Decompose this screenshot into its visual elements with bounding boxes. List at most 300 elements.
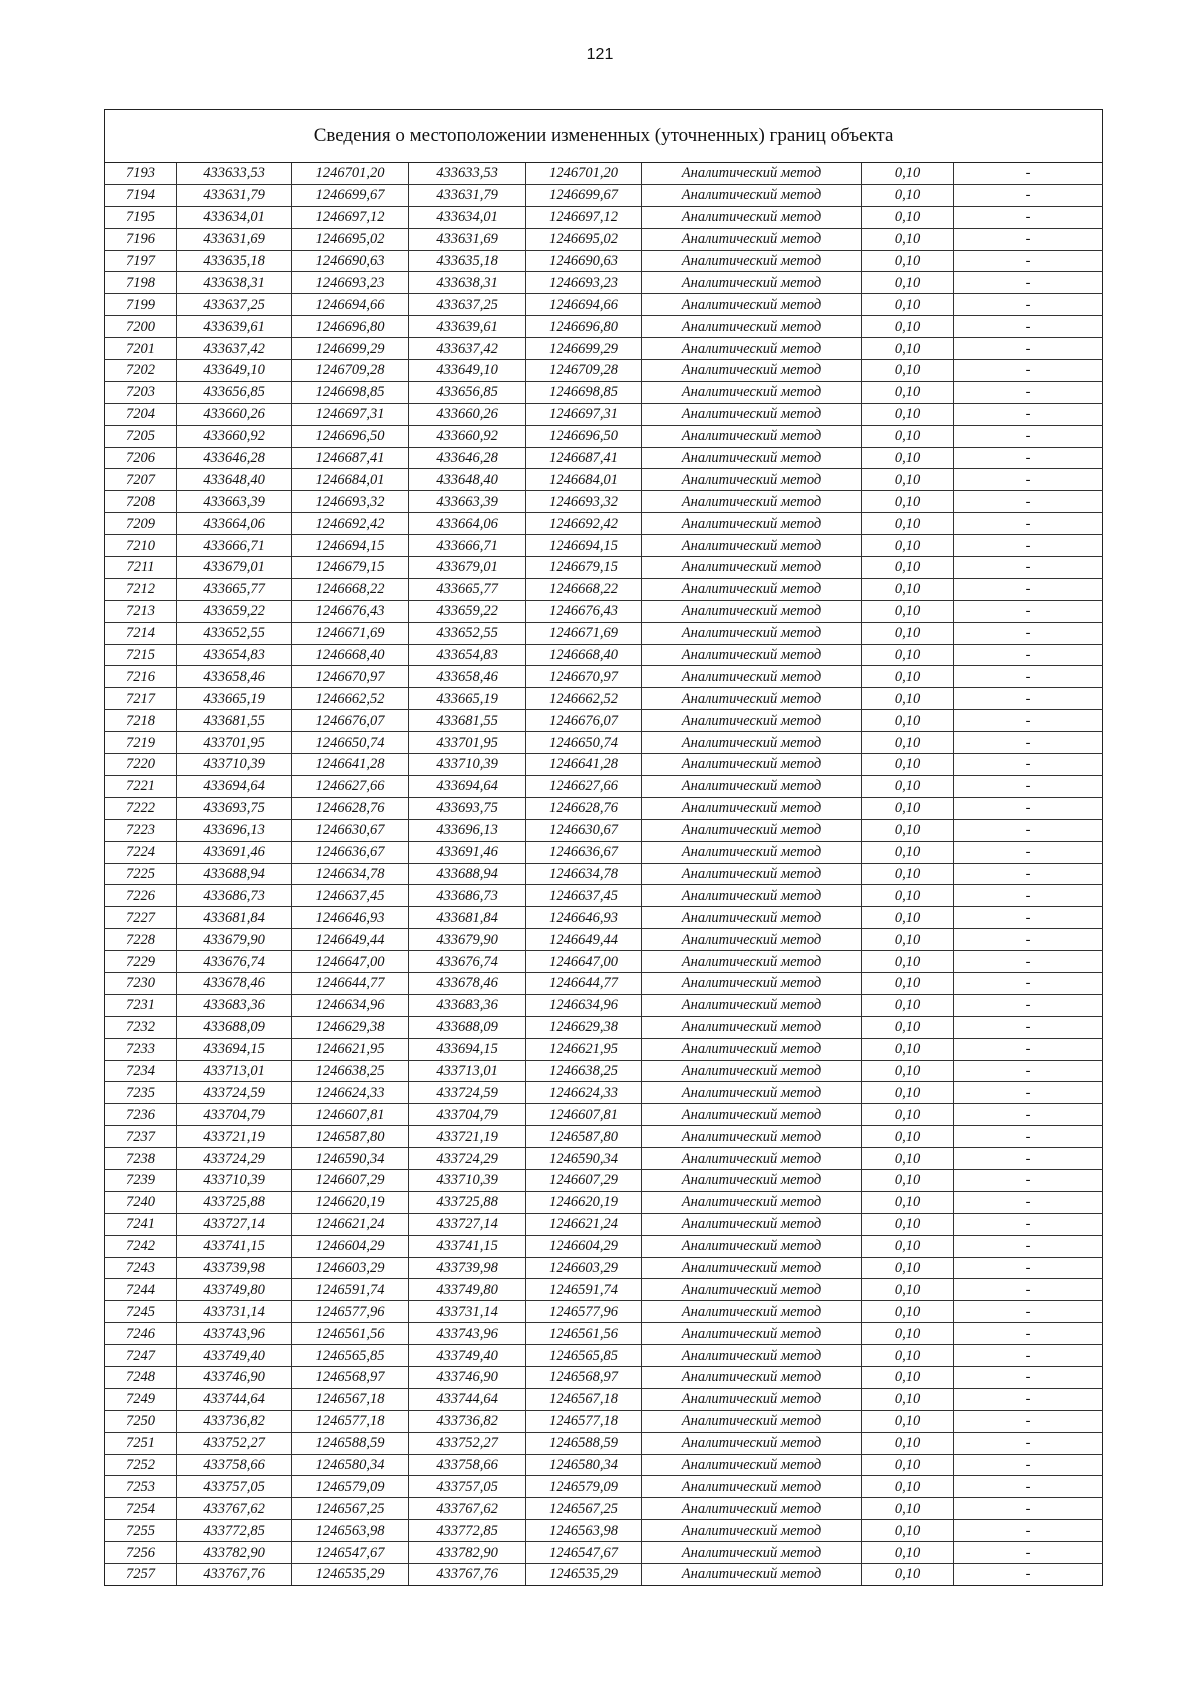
- method-cell: Аналитический метод: [642, 294, 862, 316]
- old-x-cell: 433688,09: [177, 1016, 292, 1038]
- old-x-cell: 433637,25: [177, 294, 292, 316]
- note-cell: -: [954, 885, 1103, 907]
- point-number-cell: 7252: [105, 1454, 177, 1476]
- new-y-cell: 1246638,25: [526, 1060, 642, 1082]
- method-cell: Аналитический метод: [642, 1323, 862, 1345]
- new-x-cell: 433739,98: [409, 1257, 526, 1279]
- point-number-cell: 7201: [105, 338, 177, 360]
- new-x-cell: 433666,71: [409, 535, 526, 557]
- new-y-cell: 1246620,19: [526, 1191, 642, 1213]
- new-x-cell: 433652,55: [409, 622, 526, 644]
- old-y-cell: 1246709,28: [292, 360, 409, 382]
- precision-cell: 0,10: [862, 972, 954, 994]
- table-row: [105, 907, 1103, 929]
- table-row: [105, 1148, 1103, 1170]
- note-cell: -: [954, 557, 1103, 579]
- new-y-cell: 1246636,67: [526, 841, 642, 863]
- point-number-cell: 7218: [105, 710, 177, 732]
- precision-cell: 0,10: [862, 1016, 954, 1038]
- point-number-cell: 7205: [105, 425, 177, 447]
- old-y-cell: 1246630,67: [292, 819, 409, 841]
- old-x-cell: 433713,01: [177, 1060, 292, 1082]
- new-x-cell: 433631,69: [409, 228, 526, 250]
- table-row: [105, 381, 1103, 403]
- old-y-cell: 1246693,32: [292, 491, 409, 513]
- new-x-cell: 433772,85: [409, 1520, 526, 1542]
- old-x-cell: 433767,76: [177, 1564, 292, 1586]
- table-row: [105, 929, 1103, 951]
- old-x-cell: 433721,19: [177, 1126, 292, 1148]
- old-x-cell: 433772,85: [177, 1520, 292, 1542]
- method-cell: Аналитический метод: [642, 994, 862, 1016]
- method-cell: Аналитический метод: [642, 885, 862, 907]
- precision-cell: 0,10: [862, 491, 954, 513]
- old-y-cell: 1246591,74: [292, 1279, 409, 1301]
- table-row: [105, 250, 1103, 272]
- point-number-cell: 7235: [105, 1082, 177, 1104]
- old-x-cell: 433743,96: [177, 1323, 292, 1345]
- old-y-cell: 1246580,34: [292, 1454, 409, 1476]
- table-row: [105, 403, 1103, 425]
- new-x-cell: 433691,46: [409, 841, 526, 863]
- point-number-cell: 7225: [105, 863, 177, 885]
- new-x-cell: 433678,46: [409, 972, 526, 994]
- old-y-cell: 1246607,81: [292, 1104, 409, 1126]
- new-y-cell: 1246621,24: [526, 1213, 642, 1235]
- point-number-cell: 7226: [105, 885, 177, 907]
- precision-cell: 0,10: [862, 360, 954, 382]
- old-x-cell: 433694,64: [177, 775, 292, 797]
- new-y-cell: 1246587,80: [526, 1126, 642, 1148]
- method-cell: Аналитический метод: [642, 381, 862, 403]
- note-cell: -: [954, 316, 1103, 338]
- method-cell: Аналитический метод: [642, 513, 862, 535]
- precision-cell: 0,10: [862, 272, 954, 294]
- old-x-cell: 433678,46: [177, 972, 292, 994]
- note-cell: -: [954, 447, 1103, 469]
- old-y-cell: 1246563,98: [292, 1520, 409, 1542]
- old-x-cell: 433686,73: [177, 885, 292, 907]
- point-number-cell: 7245: [105, 1301, 177, 1323]
- new-y-cell: 1246696,50: [526, 425, 642, 447]
- method-cell: Аналитический метод: [642, 1564, 862, 1586]
- method-cell: Аналитический метод: [642, 1169, 862, 1191]
- table-row: [105, 994, 1103, 1016]
- point-number-cell: 7242: [105, 1235, 177, 1257]
- old-x-cell: 433681,84: [177, 907, 292, 929]
- new-y-cell: 1246649,44: [526, 929, 642, 951]
- old-y-cell: 1246676,43: [292, 600, 409, 622]
- old-y-cell: 1246638,25: [292, 1060, 409, 1082]
- new-y-cell: 1246624,33: [526, 1082, 642, 1104]
- new-y-cell: 1246670,97: [526, 666, 642, 688]
- method-cell: Аналитический метод: [642, 1126, 862, 1148]
- table-row: [105, 513, 1103, 535]
- old-x-cell: 433658,46: [177, 666, 292, 688]
- method-cell: Аналитический метод: [642, 1148, 862, 1170]
- table-row: [105, 1191, 1103, 1213]
- table-row: [105, 1082, 1103, 1104]
- note-cell: -: [954, 1104, 1103, 1126]
- table-row: [105, 863, 1103, 885]
- old-y-cell: 1246641,28: [292, 754, 409, 776]
- note-cell: -: [954, 1235, 1103, 1257]
- new-x-cell: 433688,94: [409, 863, 526, 885]
- old-x-cell: 433758,66: [177, 1454, 292, 1476]
- old-y-cell: 1246577,96: [292, 1301, 409, 1323]
- note-cell: -: [954, 972, 1103, 994]
- note-cell: -: [954, 1476, 1103, 1498]
- new-x-cell: 433710,39: [409, 754, 526, 776]
- method-cell: Аналитический метод: [642, 644, 862, 666]
- new-x-cell: 433731,14: [409, 1301, 526, 1323]
- method-cell: Аналитический метод: [642, 797, 862, 819]
- note-cell: -: [954, 710, 1103, 732]
- point-number-cell: 7249: [105, 1388, 177, 1410]
- table-row: [105, 491, 1103, 513]
- point-number-cell: 7197: [105, 250, 177, 272]
- old-y-cell: 1246696,80: [292, 316, 409, 338]
- precision-cell: 0,10: [862, 600, 954, 622]
- method-cell: Аналитический метод: [642, 360, 862, 382]
- note-cell: -: [954, 1213, 1103, 1235]
- precision-cell: 0,10: [862, 469, 954, 491]
- new-y-cell: 1246662,52: [526, 688, 642, 710]
- note-cell: -: [954, 732, 1103, 754]
- old-y-cell: 1246588,59: [292, 1432, 409, 1454]
- new-y-cell: 1246604,29: [526, 1235, 642, 1257]
- precision-cell: 0,10: [862, 994, 954, 1016]
- point-number-cell: 7247: [105, 1345, 177, 1367]
- new-x-cell: 433681,84: [409, 907, 526, 929]
- old-y-cell: 1246684,01: [292, 469, 409, 491]
- note-cell: -: [954, 754, 1103, 776]
- table-row: [105, 360, 1103, 382]
- point-number-cell: 7238: [105, 1148, 177, 1170]
- new-y-cell: 1246634,96: [526, 994, 642, 1016]
- note-cell: -: [954, 1432, 1103, 1454]
- point-number-cell: 7213: [105, 600, 177, 622]
- new-x-cell: 433631,79: [409, 184, 526, 206]
- new-y-cell: 1246637,45: [526, 885, 642, 907]
- old-y-cell: 1246634,78: [292, 863, 409, 885]
- precision-cell: 0,10: [862, 1520, 954, 1542]
- point-number-cell: 7214: [105, 622, 177, 644]
- new-y-cell: 1246567,18: [526, 1388, 642, 1410]
- method-cell: Аналитический метод: [642, 425, 862, 447]
- table-row: [105, 797, 1103, 819]
- precision-cell: 0,10: [862, 1323, 954, 1345]
- table-row: [105, 1542, 1103, 1564]
- new-y-cell: 1246628,76: [526, 797, 642, 819]
- note-cell: -: [954, 1520, 1103, 1542]
- table-row: [105, 666, 1103, 688]
- table-row: [105, 1279, 1103, 1301]
- point-number-cell: 7228: [105, 929, 177, 951]
- new-y-cell: 1246577,18: [526, 1410, 642, 1432]
- new-x-cell: 433746,90: [409, 1366, 526, 1388]
- point-number-cell: 7200: [105, 316, 177, 338]
- table-row: [105, 316, 1103, 338]
- method-cell: Аналитический метод: [642, 907, 862, 929]
- point-number-cell: 7250: [105, 1410, 177, 1432]
- note-cell: -: [954, 622, 1103, 644]
- point-number-cell: 7253: [105, 1476, 177, 1498]
- old-x-cell: 433639,61: [177, 316, 292, 338]
- point-number-cell: 7202: [105, 360, 177, 382]
- old-y-cell: 1246604,29: [292, 1235, 409, 1257]
- method-cell: Аналитический метод: [642, 863, 862, 885]
- precision-cell: 0,10: [862, 1082, 954, 1104]
- new-y-cell: 1246650,74: [526, 732, 642, 754]
- old-x-cell: 433683,36: [177, 994, 292, 1016]
- method-cell: Аналитический метод: [642, 1520, 862, 1542]
- point-number-cell: 7251: [105, 1432, 177, 1454]
- precision-cell: 0,10: [862, 1038, 954, 1060]
- precision-cell: 0,10: [862, 316, 954, 338]
- new-x-cell: 433654,83: [409, 644, 526, 666]
- old-x-cell: 433679,01: [177, 557, 292, 579]
- new-y-cell: 1246646,93: [526, 907, 642, 929]
- new-x-cell: 433664,06: [409, 513, 526, 535]
- old-y-cell: 1246690,63: [292, 250, 409, 272]
- old-x-cell: 433782,90: [177, 1542, 292, 1564]
- point-number-cell: 7194: [105, 184, 177, 206]
- precision-cell: 0,10: [862, 206, 954, 228]
- new-x-cell: 433665,19: [409, 688, 526, 710]
- new-y-cell: 1246696,80: [526, 316, 642, 338]
- new-y-cell: 1246634,78: [526, 863, 642, 885]
- note-cell: -: [954, 1038, 1103, 1060]
- point-number-cell: 7243: [105, 1257, 177, 1279]
- old-y-cell: 1246535,29: [292, 1564, 409, 1586]
- table-row: [105, 732, 1103, 754]
- new-y-cell: 1246568,97: [526, 1366, 642, 1388]
- precision-cell: 0,10: [862, 819, 954, 841]
- note-cell: -: [954, 1257, 1103, 1279]
- method-cell: Аналитический метод: [642, 272, 862, 294]
- point-number-cell: 7232: [105, 1016, 177, 1038]
- note-cell: -: [954, 403, 1103, 425]
- point-number-cell: 7222: [105, 797, 177, 819]
- method-cell: Аналитический метод: [642, 578, 862, 600]
- note-cell: -: [954, 863, 1103, 885]
- new-x-cell: 433634,01: [409, 206, 526, 228]
- new-y-cell: 1246647,00: [526, 951, 642, 973]
- precision-cell: 0,10: [862, 732, 954, 754]
- method-cell: Аналитический метод: [642, 929, 862, 951]
- new-y-cell: 1246687,41: [526, 447, 642, 469]
- point-number-cell: 7211: [105, 557, 177, 579]
- note-cell: -: [954, 1388, 1103, 1410]
- precision-cell: 0,10: [862, 754, 954, 776]
- new-x-cell: 433725,88: [409, 1191, 526, 1213]
- precision-cell: 0,10: [862, 294, 954, 316]
- precision-cell: 0,10: [862, 841, 954, 863]
- precision-cell: 0,10: [862, 688, 954, 710]
- old-x-cell: 433648,40: [177, 469, 292, 491]
- method-cell: Аналитический метод: [642, 1366, 862, 1388]
- note-cell: -: [954, 294, 1103, 316]
- old-y-cell: 1246687,41: [292, 447, 409, 469]
- table-row: [105, 184, 1103, 206]
- new-y-cell: 1246676,07: [526, 710, 642, 732]
- new-y-cell: 1246627,66: [526, 775, 642, 797]
- new-x-cell: 433683,36: [409, 994, 526, 1016]
- new-x-cell: 433767,76: [409, 1564, 526, 1586]
- method-cell: Аналитический метод: [642, 1191, 862, 1213]
- old-y-cell: 1246636,67: [292, 841, 409, 863]
- table-row: [105, 1410, 1103, 1432]
- new-y-cell: 1246671,69: [526, 622, 642, 644]
- point-number-cell: 7223: [105, 819, 177, 841]
- method-cell: Аналитический метод: [642, 1060, 862, 1082]
- table-row: [105, 272, 1103, 294]
- new-x-cell: 433749,40: [409, 1345, 526, 1367]
- precision-cell: 0,10: [862, 338, 954, 360]
- precision-cell: 0,10: [862, 907, 954, 929]
- note-cell: -: [954, 951, 1103, 973]
- note-cell: -: [954, 907, 1103, 929]
- new-y-cell: 1246699,67: [526, 184, 642, 206]
- precision-cell: 0,10: [862, 885, 954, 907]
- old-x-cell: 433679,90: [177, 929, 292, 951]
- table-row: [105, 1564, 1103, 1586]
- page-number: 121: [586, 46, 614, 63]
- old-y-cell: 1246671,69: [292, 622, 409, 644]
- old-x-cell: 433688,94: [177, 863, 292, 885]
- new-x-cell: 433727,14: [409, 1213, 526, 1235]
- old-x-cell: 433731,14: [177, 1301, 292, 1323]
- new-x-cell: 433656,85: [409, 381, 526, 403]
- table-row: [105, 885, 1103, 907]
- new-y-cell: 1246644,77: [526, 972, 642, 994]
- point-number-cell: 7219: [105, 732, 177, 754]
- method-cell: Аналитический метод: [642, 666, 862, 688]
- new-y-cell: 1246630,67: [526, 819, 642, 841]
- method-cell: Аналитический метод: [642, 535, 862, 557]
- old-x-cell: 433660,92: [177, 425, 292, 447]
- old-y-cell: 1246629,38: [292, 1016, 409, 1038]
- old-x-cell: 433637,42: [177, 338, 292, 360]
- point-number-cell: 7244: [105, 1279, 177, 1301]
- precision-cell: 0,10: [862, 447, 954, 469]
- note-cell: -: [954, 1498, 1103, 1520]
- table-row: [105, 754, 1103, 776]
- precision-cell: 0,10: [862, 557, 954, 579]
- old-y-cell: 1246624,33: [292, 1082, 409, 1104]
- new-x-cell: 433665,77: [409, 578, 526, 600]
- new-y-cell: 1246590,34: [526, 1148, 642, 1170]
- new-y-cell: 1246547,67: [526, 1542, 642, 1564]
- precision-cell: 0,10: [862, 1213, 954, 1235]
- table-row: [105, 447, 1103, 469]
- new-x-cell: 433736,82: [409, 1410, 526, 1432]
- new-x-cell: 433710,39: [409, 1169, 526, 1191]
- point-number-cell: 7255: [105, 1520, 177, 1542]
- precision-cell: 0,10: [862, 1498, 954, 1520]
- note-cell: -: [954, 513, 1103, 535]
- note-cell: -: [954, 163, 1103, 185]
- old-x-cell: 433767,62: [177, 1498, 292, 1520]
- table-row: [105, 163, 1103, 185]
- precision-cell: 0,10: [862, 666, 954, 688]
- note-cell: -: [954, 666, 1103, 688]
- new-x-cell: 433758,66: [409, 1454, 526, 1476]
- table-row: [105, 1366, 1103, 1388]
- method-cell: Аналитический метод: [642, 1345, 862, 1367]
- note-cell: -: [954, 425, 1103, 447]
- new-y-cell: 1246694,66: [526, 294, 642, 316]
- table-body: [105, 163, 1103, 1586]
- table-row: [105, 1169, 1103, 1191]
- table-row: [105, 1126, 1103, 1148]
- point-number-cell: 7246: [105, 1323, 177, 1345]
- new-y-cell: 1246690,63: [526, 250, 642, 272]
- table-row: [105, 688, 1103, 710]
- new-x-cell: 433749,80: [409, 1279, 526, 1301]
- new-x-cell: 433639,61: [409, 316, 526, 338]
- note-cell: -: [954, 1126, 1103, 1148]
- new-x-cell: 433757,05: [409, 1476, 526, 1498]
- precision-cell: 0,10: [862, 1542, 954, 1564]
- table-row: [105, 1520, 1103, 1542]
- point-number-cell: 7210: [105, 535, 177, 557]
- precision-cell: 0,10: [862, 929, 954, 951]
- note-cell: -: [954, 1082, 1103, 1104]
- method-cell: Аналитический метод: [642, 1104, 862, 1126]
- old-x-cell: 433725,88: [177, 1191, 292, 1213]
- precision-cell: 0,10: [862, 1169, 954, 1191]
- new-y-cell: 1246694,15: [526, 535, 642, 557]
- table-row: [105, 206, 1103, 228]
- old-x-cell: 433638,31: [177, 272, 292, 294]
- precision-cell: 0,10: [862, 1235, 954, 1257]
- old-x-cell: 433631,69: [177, 228, 292, 250]
- method-cell: Аналитический метод: [642, 184, 862, 206]
- note-cell: -: [954, 797, 1103, 819]
- method-cell: Аналитический метод: [642, 1016, 862, 1038]
- new-y-cell: 1246668,22: [526, 578, 642, 600]
- precision-cell: 0,10: [862, 535, 954, 557]
- old-y-cell: 1246649,44: [292, 929, 409, 951]
- precision-cell: 0,10: [862, 1388, 954, 1410]
- old-y-cell: 1246699,29: [292, 338, 409, 360]
- old-y-cell: 1246627,66: [292, 775, 409, 797]
- old-y-cell: 1246637,45: [292, 885, 409, 907]
- new-y-cell: 1246607,81: [526, 1104, 642, 1126]
- old-y-cell: 1246567,18: [292, 1388, 409, 1410]
- table-row: [105, 535, 1103, 557]
- table-row: [105, 600, 1103, 622]
- old-y-cell: 1246697,31: [292, 403, 409, 425]
- method-cell: Аналитический метод: [642, 1498, 862, 1520]
- old-y-cell: 1246590,34: [292, 1148, 409, 1170]
- precision-cell: 0,10: [862, 1476, 954, 1498]
- new-y-cell: 1246684,01: [526, 469, 642, 491]
- old-y-cell: 1246621,24: [292, 1213, 409, 1235]
- precision-cell: 0,10: [862, 797, 954, 819]
- old-y-cell: 1246565,85: [292, 1345, 409, 1367]
- new-x-cell: 433744,64: [409, 1388, 526, 1410]
- table-row: [105, 228, 1103, 250]
- new-y-cell: 1246709,28: [526, 360, 642, 382]
- precision-cell: 0,10: [862, 644, 954, 666]
- point-number-cell: 7229: [105, 951, 177, 973]
- point-number-cell: 7208: [105, 491, 177, 513]
- new-x-cell: 433660,26: [409, 403, 526, 425]
- old-x-cell: 433664,06: [177, 513, 292, 535]
